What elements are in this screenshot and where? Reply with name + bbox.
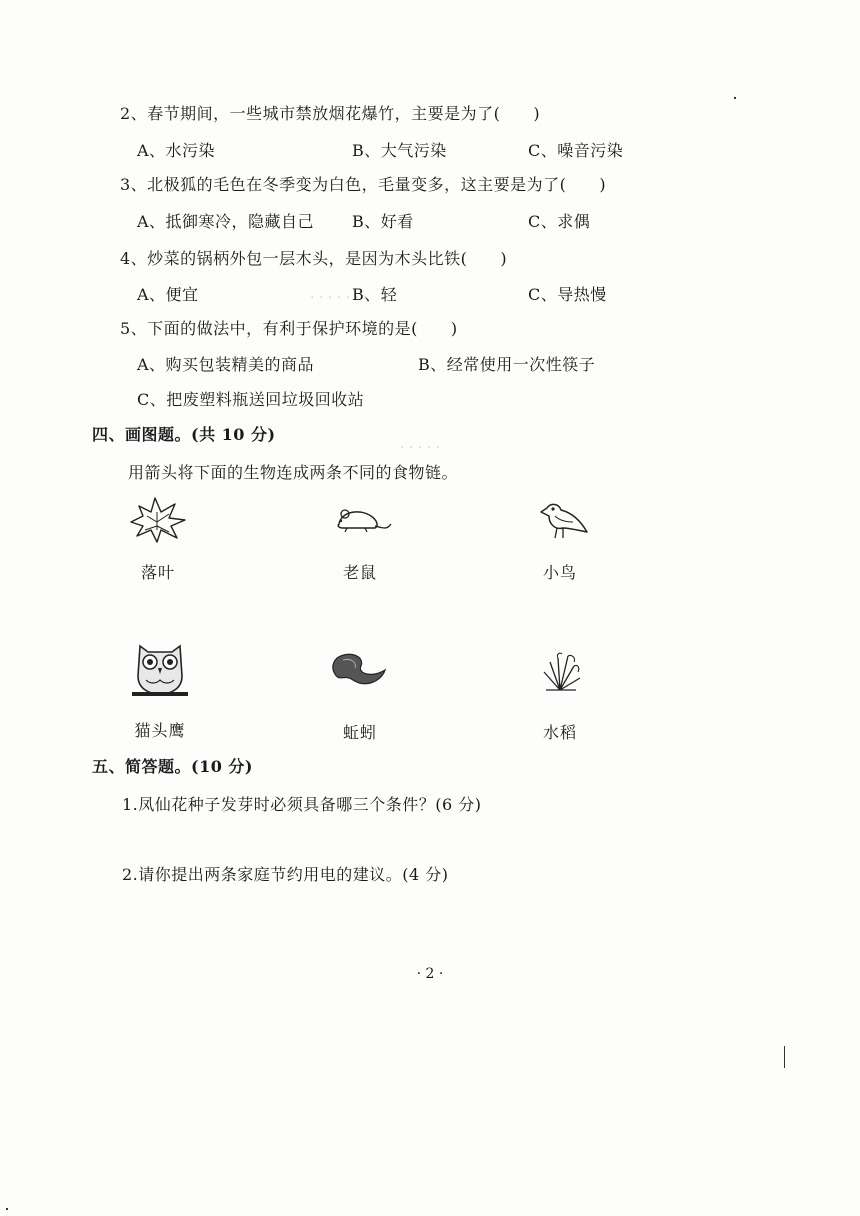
question-3-4-option-b: B、轻 (352, 285, 398, 304)
question-5-1: 1.凤仙花种子发芽时必须具备哪三个条件？(6 分) (122, 795, 482, 814)
earthworm-icon (325, 648, 395, 692)
organism-earthworm (300, 648, 420, 742)
organism-bird (500, 496, 620, 582)
bird-icon (525, 496, 595, 546)
organism-fallen-leaf (98, 494, 218, 582)
question-3-2-option-b: B、大气污染 (352, 141, 447, 160)
organism-rice (500, 648, 620, 742)
question-3-3-option-c: C、求偶 (528, 212, 591, 231)
question-3-4-option-a: A、便宜 (137, 285, 199, 304)
question-3-5-option-b: B、经常使用一次性筷子 (418, 355, 596, 374)
scan-mark (784, 1046, 785, 1068)
owl-icon (128, 636, 192, 700)
question-3-5-stem: 5、下面的做法中，有利于保护环境的是( ) (120, 319, 458, 338)
question-3-5-option-c: C、把废塑料瓶送回垃圾回收站 (137, 390, 365, 409)
organism-mouse (300, 500, 420, 582)
section-5-heading: 五、简答题。(10 分) (92, 757, 253, 776)
section-4-instruction: 用箭头将下面的生物连成两条不同的食物链。 (128, 463, 459, 482)
question-3-2-stem: 2、春节期间，一些城市禁放烟花爆竹，主要是为了( ) (120, 104, 541, 123)
fallen-leaf-icon (123, 494, 193, 544)
question-3-3-option-a: A、抵御寒冷，隐藏自己 (137, 212, 315, 231)
bleed-through-text: · · · · · · · (310, 290, 368, 306)
question-3-3-option-b: B、好看 (352, 212, 414, 231)
section-4-heading: 四、画图题。(共 10 分) (92, 425, 276, 444)
organism-label: 水稻 (542, 723, 577, 742)
question-3-5-option-a: A、购买包装精美的商品 (137, 355, 315, 374)
organism-label: 小鸟 (542, 563, 577, 582)
scan-dot (6, 1208, 8, 1210)
organism-label: 猫头鹰 (134, 721, 186, 740)
organism-label: 蚯蚓 (342, 723, 377, 742)
question-5-2: 2.请你提出两条家庭节约用电的建议。(4 分) (122, 865, 449, 884)
question-3-4-option-c: C、导热慢 (528, 285, 607, 304)
question-3-2-option-a: A、水污染 (137, 141, 216, 160)
page-number: · 2 · (416, 966, 444, 982)
organism-label: 落叶 (140, 563, 175, 582)
question-3-2-option-c: C、噪音污染 (528, 141, 624, 160)
organism-owl (100, 636, 220, 740)
bleed-through-text: · · · · · (400, 440, 441, 456)
question-3-4-stem: 4、炒菜的锅柄外包一层木头，是因为木头比铁( ) (120, 249, 508, 268)
rice-plant-icon (530, 648, 590, 692)
mouse-icon (325, 500, 395, 540)
question-3-3-stem: 3、北极狐的毛色在冬季变为白色，毛量变多，这主要是为了( ) (120, 175, 607, 194)
scan-dot (734, 97, 736, 99)
organism-label: 老鼠 (342, 563, 377, 582)
